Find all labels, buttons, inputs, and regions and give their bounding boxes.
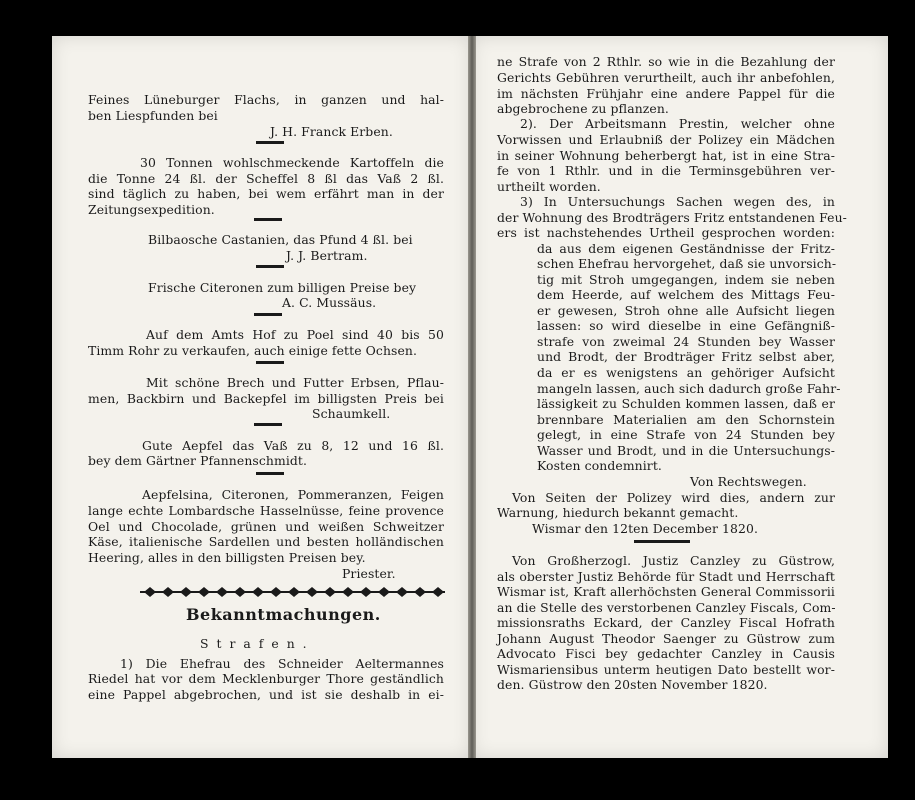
notice-line8: Wismariensibus unterm heutigen Dato bestellt wor- xyxy=(497,662,835,677)
warning-line1: Von Seiten der Polizey wird dies, andern zur xyxy=(512,490,835,505)
divider xyxy=(254,423,282,426)
ad-apples-line2: bey dem Gärtner Pfannenschmidt. xyxy=(88,453,308,468)
subsection-title: Strafen. xyxy=(200,636,315,651)
item1-cont-line1: ne Strafe von 2 Rthlr. so wie in die Bezahlung der xyxy=(497,54,835,69)
ad-goods-line4: Käse, italienische Sardellen und besten holländischen xyxy=(88,534,444,549)
divider xyxy=(256,472,284,475)
item3-line9: lassen: so wird dieselbe in eine Gefängniß- xyxy=(537,318,835,333)
ad-flax-line1: Feines Lüneburger Flachs, in ganzen und hal- xyxy=(88,92,444,107)
ad-peas-signature: Schaumkell. xyxy=(312,406,391,421)
item2-line1: 2). Der Arbeitsmann Prestin, welcher ohne xyxy=(520,116,835,131)
notice-line6: Johann August Theodor Saenger zu Güstrow zum xyxy=(497,631,835,646)
notice-line1: Von Großherzogl. Justiz Canzley zu Güstrow, xyxy=(512,553,835,568)
ad-lemons-line1: Frische Citeronen zum billigen Preise bey xyxy=(148,280,417,295)
ad-flax-signature: J. H. Franck Erben. xyxy=(270,124,393,139)
section-title: Bekanntmachungen. xyxy=(186,605,381,624)
item3-signature: Von Rechtswegen. xyxy=(690,474,807,489)
ad-peas-line1: Mit schöne Brech und Futter Erbsen, Pflau- xyxy=(146,375,444,390)
item1-cont-line4: abgebrochene zu pflanzen. xyxy=(497,101,669,116)
item1-line3: eine Pappel abgebrochen, und ist sie deshalb in ei- xyxy=(88,687,444,702)
item3-line3: ers ist nachstehendes Urtheil gesprochen worden: xyxy=(497,225,835,240)
ad-apples-line1: Gute Aepfel das Vaß zu 8, 12 und 16 ßl. xyxy=(142,438,444,453)
divider xyxy=(256,141,284,144)
item1-line2: Riedel hat vor dem Mecklenburger Thore geständlich xyxy=(88,671,444,686)
ad-potatoes-line1: 30 Tonnen wohlschmeckende Kartoffeln die xyxy=(140,155,444,170)
item3-line8: er gewesen, Stroh ohne alle Aufsicht liegen xyxy=(537,303,835,318)
item1-cont-line2: Gerichts Gebühren verurtheilt, auch ihr anbefohlen, xyxy=(497,70,835,85)
warning-dateline: Wismar den 12ten December 1820. xyxy=(532,521,759,536)
divider xyxy=(256,361,284,364)
divider xyxy=(256,265,284,268)
item3-line17: Wasser und Brodt, und in die Untersuchungs- xyxy=(537,443,835,458)
book-gutter xyxy=(468,36,476,758)
warning-line2: Warnung, hiedurch bekannt gemacht. xyxy=(497,505,739,520)
item3-line12: da er es wenigstens an gehöriger Aufsicht xyxy=(537,365,835,380)
ad-chestnuts-line1: Bilbaosche Castanien, das Pfund 4 ßl. bei xyxy=(148,232,413,247)
item2-line3: in seiner Wohnung beherbergt hat, ist in eine Stra- xyxy=(497,148,835,163)
ad-goods-line5: Heering, alles in den billigsten Preisen bey. xyxy=(88,550,366,565)
divider xyxy=(634,540,690,543)
ad-goods-signature: Priester. xyxy=(342,566,396,581)
item1-cont-line3: im nächsten Frühjahr eine andere Pappel für die xyxy=(497,86,835,101)
item3-line18: Kosten condemnirt. xyxy=(537,458,662,473)
item3-line7: dem Heerde, auf welchem des Mittags Feu- xyxy=(537,287,835,302)
divider xyxy=(254,313,282,316)
ad-reed-line1: Auf dem Amts Hof zu Poel sind 40 bis 50 xyxy=(146,327,444,342)
item3-line5: schen Ehefrau hervorgehet, daß sie unvorsich- xyxy=(537,256,837,271)
item3-line11: und Brodt, der Brodträger Fritz selbst aber, xyxy=(537,349,835,364)
item2-line4: fe von 1 Rthlr. und in die Terminsgebühren ver- xyxy=(497,163,835,178)
item3-line15: brennbare Materialien am den Schornstein xyxy=(537,412,835,427)
ad-chestnuts-signature: J. J. Bertram. xyxy=(286,248,368,263)
ad-potatoes-line4: Zeitungsexpedition. xyxy=(88,202,215,217)
notice-line5: missionsraths Eckard, der Canzley Fiscal Hofrath xyxy=(497,615,835,630)
ad-goods-line1: Aepfelsina, Citeronen, Pommeranzen, Feigen xyxy=(142,487,444,502)
notice-line2: als oberster Justiz Behörde für Stadt und Herrschaft xyxy=(497,569,835,584)
ad-lemons-signature: A. C. Mussäus. xyxy=(282,295,377,310)
item3-line13: mangeln lassen, auch sich dadurch große Fahr- xyxy=(537,381,841,396)
item2-line5: urtheilt worden. xyxy=(497,179,601,194)
ad-potatoes-line2: die Tonne 24 ßl. der Scheffel 8 ßl das Vaß 2 ßl. xyxy=(88,171,444,186)
ad-goods-line3: Oel und Chocolade, grünen und weißen Schweitzer xyxy=(88,519,444,534)
ornamental-rule xyxy=(140,586,445,598)
item3-line1: 3) In Untersuchungs Sachen wegen des, in xyxy=(520,194,835,209)
item2-line2: Vorwissen und Erlaubniß der Polizey ein Mädchen xyxy=(497,132,835,147)
notice-line9: den. Güstrow den 20sten November 1820. xyxy=(497,677,768,692)
item3-line14: lässigkeit zu Schulden kommen lassen, daß er xyxy=(537,396,835,411)
ad-goods-line2: lange echte Lombardsche Hasselnüsse, feine provence xyxy=(88,503,444,518)
item1-line1: 1) Die Ehefrau des Schneider Aeltermannes xyxy=(120,656,444,671)
item3-line16: gelegt, in eine Strafe von 24 Stunden bey xyxy=(537,427,835,442)
ad-flax-line2: ben Liespfunden bei xyxy=(88,108,218,123)
ad-potatoes-line3: sind täglich zu haben, bei wem erfährt man in der xyxy=(88,186,444,201)
ad-peas-line2: men, Backbirn und Backepfel im billigsten Preis bei xyxy=(88,391,444,406)
item3-line4: da aus dem eigenen Geständnisse der Fritz- xyxy=(537,241,835,256)
notice-line3: Wismar ist, Kraft allerhöchsten General Commissorii xyxy=(497,584,835,599)
ad-reed-line2: Timm Rohr zu verkaufen, auch einige fette Ochsen. xyxy=(88,343,418,358)
divider xyxy=(254,218,282,221)
item3-line10: strafe von zweimal 24 Stunden bey Wasser xyxy=(537,334,835,349)
notice-line4: an die Stelle des verstorbenen Canzley Fiscals, Com- xyxy=(497,600,836,615)
item3-line2: der Wohnung des Brodträgers Fritz entstandenen Feu- xyxy=(497,210,847,225)
notice-line7: Advocato Fisci bey gedachter Canzley in Causis xyxy=(497,646,835,661)
item3-line6: tig mit Stroh umgegangen, indem sie neben xyxy=(537,272,835,287)
